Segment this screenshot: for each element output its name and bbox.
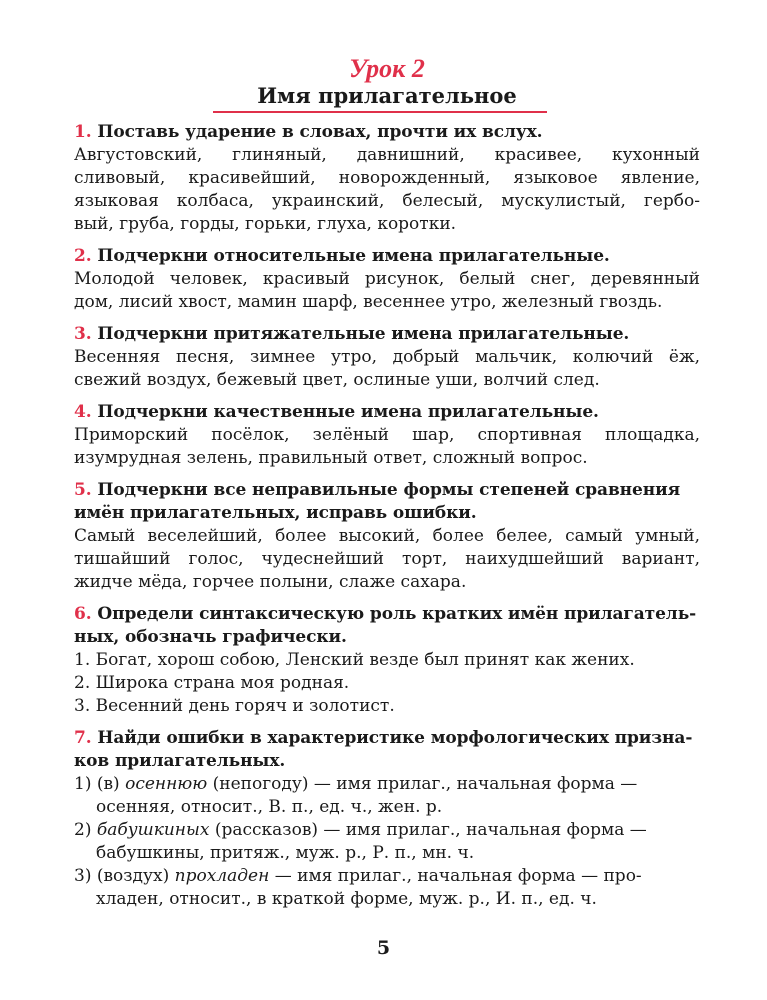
exercise-number: 6. xyxy=(74,604,92,624)
analysis-item-prefix: 2) xyxy=(74,820,97,840)
exercise-list xyxy=(74,121,700,920)
exercise-instruction-cont: ных, обозначь графически. xyxy=(74,627,347,647)
exercise-3 xyxy=(74,323,700,392)
exercise-1 xyxy=(74,121,700,236)
exercise-number: 1. xyxy=(74,122,92,142)
exercise-instruction-cont: имён прилагательных, исправь ошибки. xyxy=(74,503,477,523)
analysis-item-cont: бабушкины, притяж., муж. р., Р. п., мн. ч. xyxy=(96,843,475,863)
exercise-sentence: 3. Весенний день горяч и золотист. xyxy=(74,696,395,716)
exercise-text-line: вый, груба, горды, горьки, глуха, коротки. xyxy=(74,214,457,234)
analysis-item-text: — имя прилаг., начальная форма — про- xyxy=(269,866,642,886)
exercise-heading xyxy=(74,727,700,750)
topic-title: Имя прилагательное xyxy=(257,83,517,108)
exercise-heading xyxy=(74,121,700,144)
analysis-item xyxy=(74,773,700,796)
analysis-item-prefix: 1) (в) xyxy=(74,774,126,794)
exercise-instruction: Определи синтаксическую роль кратких имён прилагатель- xyxy=(97,604,697,624)
exercise-text-line: свежий воздух, бежевый цвет, ослиные уши, волчий след. xyxy=(74,370,600,390)
exercise-text-line: Самый веселейший, более высокий, более белее, самый умный, xyxy=(74,526,700,546)
analysis-item xyxy=(74,865,700,888)
analysis-word: прохладен xyxy=(174,866,270,886)
exercise-instruction: Подчеркни относительные имена прилагательные. xyxy=(97,246,610,266)
analysis-word: осеннюю xyxy=(125,774,208,794)
exercise-text-line: тишайший голос, чудеснейший торт, наихудшейший вариант, xyxy=(74,549,700,569)
exercise-instruction: Поставь ударение в словах, прочти их вслух. xyxy=(97,122,543,142)
exercise-text-line: дом, лисий хвост, мамин шарф, весеннее утро, железный гвоздь. xyxy=(74,292,663,312)
exercise-number: 5. xyxy=(74,480,92,500)
analysis-item-text: (непогоду) — имя прилаг., начальная форма — xyxy=(207,774,638,794)
analysis-item-text: (рассказов) — имя прилаг., начальная форма — xyxy=(209,820,647,840)
exercise-heading xyxy=(74,479,700,502)
exercise-text-line: изумрудная зелень, правильный ответ, сложный вопрос. xyxy=(74,448,588,468)
exercise-text-line: сливовый, красивейший, новорожденный, языковое явление, xyxy=(74,168,700,188)
exercise-text-line: жидче мёда, горчее полыни, слаже сахара. xyxy=(74,572,467,592)
exercise-5 xyxy=(74,479,700,594)
page-number: 5 xyxy=(376,937,391,959)
exercise-2 xyxy=(74,245,700,314)
exercise-text-line: Весенняя песня, зимнее утро, добрый мальчик, колючий ёж, xyxy=(74,347,700,367)
lesson-title: Урок 2 xyxy=(349,54,425,83)
analysis-item-cont: осенняя, относит., В. п., ед. ч., жен. р. xyxy=(96,797,443,817)
exercise-sentence: 1. Богат, хорош собою, Ленский везде был принят как жених. xyxy=(74,650,635,670)
exercise-text-line: языковая колбаса, украинский, белесый, мускулистый, гербо- xyxy=(74,191,700,211)
exercise-text-line: Молодой человек, красивый рисунок, белый снег, деревянный xyxy=(74,269,700,289)
exercise-text-line: Августовский, глиняный, давнишний, красивее, кухонный xyxy=(74,145,700,165)
exercise-heading xyxy=(74,401,700,424)
title-underline xyxy=(213,111,547,113)
analysis-item-prefix: 3) (воздух) xyxy=(74,866,175,886)
exercise-heading xyxy=(74,245,700,268)
exercise-heading xyxy=(74,603,700,626)
analysis-word: бабушкиных xyxy=(96,820,210,840)
exercise-number: 4. xyxy=(74,402,92,422)
exercise-instruction: Подчеркни все неправильные формы степеней сравнения xyxy=(97,480,681,500)
exercise-number: 7. xyxy=(74,728,92,748)
exercise-number: 2. xyxy=(74,246,92,266)
exercise-heading xyxy=(74,323,700,346)
analysis-item-cont: хладен, относит., в краткой форме, муж. р., И. п., ед. ч. xyxy=(96,889,597,909)
exercise-7 xyxy=(74,727,700,911)
exercise-instruction: Найди ошибки в характеристике морфологических призна- xyxy=(97,728,693,748)
exercise-sentence: 2. Широка страна моя родная. xyxy=(74,673,350,693)
exercise-4 xyxy=(74,401,700,470)
exercise-6 xyxy=(74,603,700,718)
exercise-number: 3. xyxy=(74,324,92,344)
exercise-text-line: Приморский посёлок, зелёный шар, спортивная площадка, xyxy=(74,425,700,445)
exercise-instruction: Подчеркни качественные имена прилагательные. xyxy=(97,402,599,422)
exercise-instruction-cont: ков прилагательных. xyxy=(74,751,286,771)
analysis-item xyxy=(74,819,700,842)
exercise-instruction: Подчеркни притяжательные имена прилагательные. xyxy=(97,324,630,344)
